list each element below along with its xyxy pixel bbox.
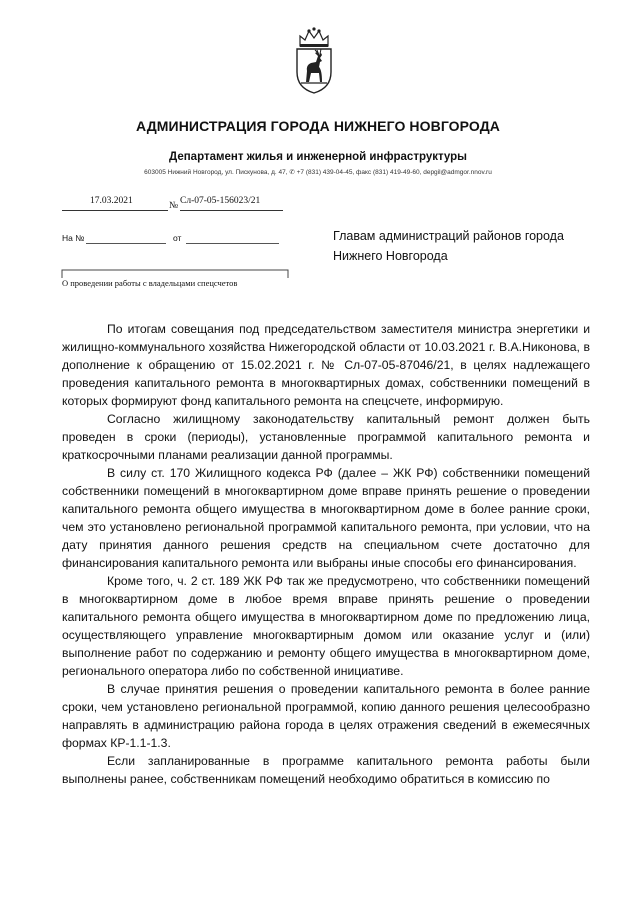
- reply-prefix: На №: [62, 233, 85, 243]
- body-paragraph: По итогам совещания под председательством заместителя министра энергетики и жилищно-коммунального хозяйства Нижегородской области от 10.03.2021 г. В.А.Никонова, в дополнение к обращению от 15.02.2021 г. № Сл-07-05-87046/21, в целях надлежащего проведения капитального ремонта в многоквартирных домах, собственники помещений в которых формируют фонд капитального ремонта на спецсчете, информирую.: [62, 322, 590, 408]
- addressee-block: [333, 226, 564, 266]
- outgoing-date-value: 17.03.2021: [90, 196, 133, 206]
- outgoing-number: Сл-07-05-156023/21: [180, 196, 261, 206]
- department-title: Департамент жилья и инженерной инфраструктуры: [169, 151, 467, 163]
- reply-reference: [62, 233, 84, 243]
- date-underline: [62, 210, 168, 211]
- addressee-line-1: Главам администраций районов города: [333, 229, 564, 243]
- letter-subject: О проведении работы с владельцами спецсчетов: [62, 278, 238, 288]
- administration-title: АДМИНИСТРАЦИЯ ГОРОДА НИЖНЕГО НОВГОРОДА: [135, 118, 501, 134]
- coat-of-arms-icon: [291, 26, 337, 96]
- outgoing-date: [90, 196, 133, 206]
- number-underline: [180, 210, 283, 211]
- number-sign: №: [169, 201, 179, 211]
- body-paragraph: В силу ст. 170 Жилищного кодекса РФ (далее – ЖК РФ) собственники помещений собственники помещений в многоквартирном доме вправе принять решение о проведении капитального ремонта общего имущества в многоквартирном доме в более ранние сроки, чем это установлено региональной программой капитального ремонта, при условии, что на дату принятия данного решения средств на специальном счете достаточно для финансирования капитального ремонта или выбраны иные способы его финансирования.: [62, 466, 590, 570]
- body-paragraph: Кроме того, ч. 2 ст. 189 ЖК РФ так же предусмотрено, что собственники помещений в многоквартирном доме в любое время вправе принять решение о проведении капитального ремонта общего имущества в многоквартирном доме по предложению лица, осуществляющего управление многоквартирным домом или оказание услуг и (или) выполнение работ по содержанию и ремонту общего имущества в многоквартирном доме, регионального оператора либо по собственной инициативе.: [62, 574, 590, 678]
- body-paragraph: Если запланированные в программе капитального ремонта работы были выполнены ранее, собственникам помещений необходимо обратиться в комиссию по: [62, 754, 590, 786]
- body-paragraph: В случае принятия решения о проведении капитального ремонта в более ранние сроки, чем установлено региональной программой, копию данного решения целесообразно направлять в администрацию района города в целях отражения сведений в ежемесячных формах КР-1.1-1.3.: [62, 682, 590, 750]
- body-paragraph: Согласно жилищному законодательству капитальный ремонт должен быть проведен в сроки (периоды), установленные программой капитального ремонта и краткосрочными планами реализации данной программы.: [62, 412, 590, 462]
- reply-number-line: [86, 243, 166, 244]
- reply-from: от: [173, 233, 182, 243]
- reply-date-line: [186, 243, 279, 244]
- addressee-line-2: Нижнего Новгорода: [333, 249, 448, 263]
- letter-body: [62, 320, 590, 788]
- department-address: 603005 Нижний Новгород, ул. Пискунова, д. 47, ✆ +7 (831) 439-04-45, факс (831) 419-49-60, depgil@admgor.nnov.ru: [144, 169, 492, 176]
